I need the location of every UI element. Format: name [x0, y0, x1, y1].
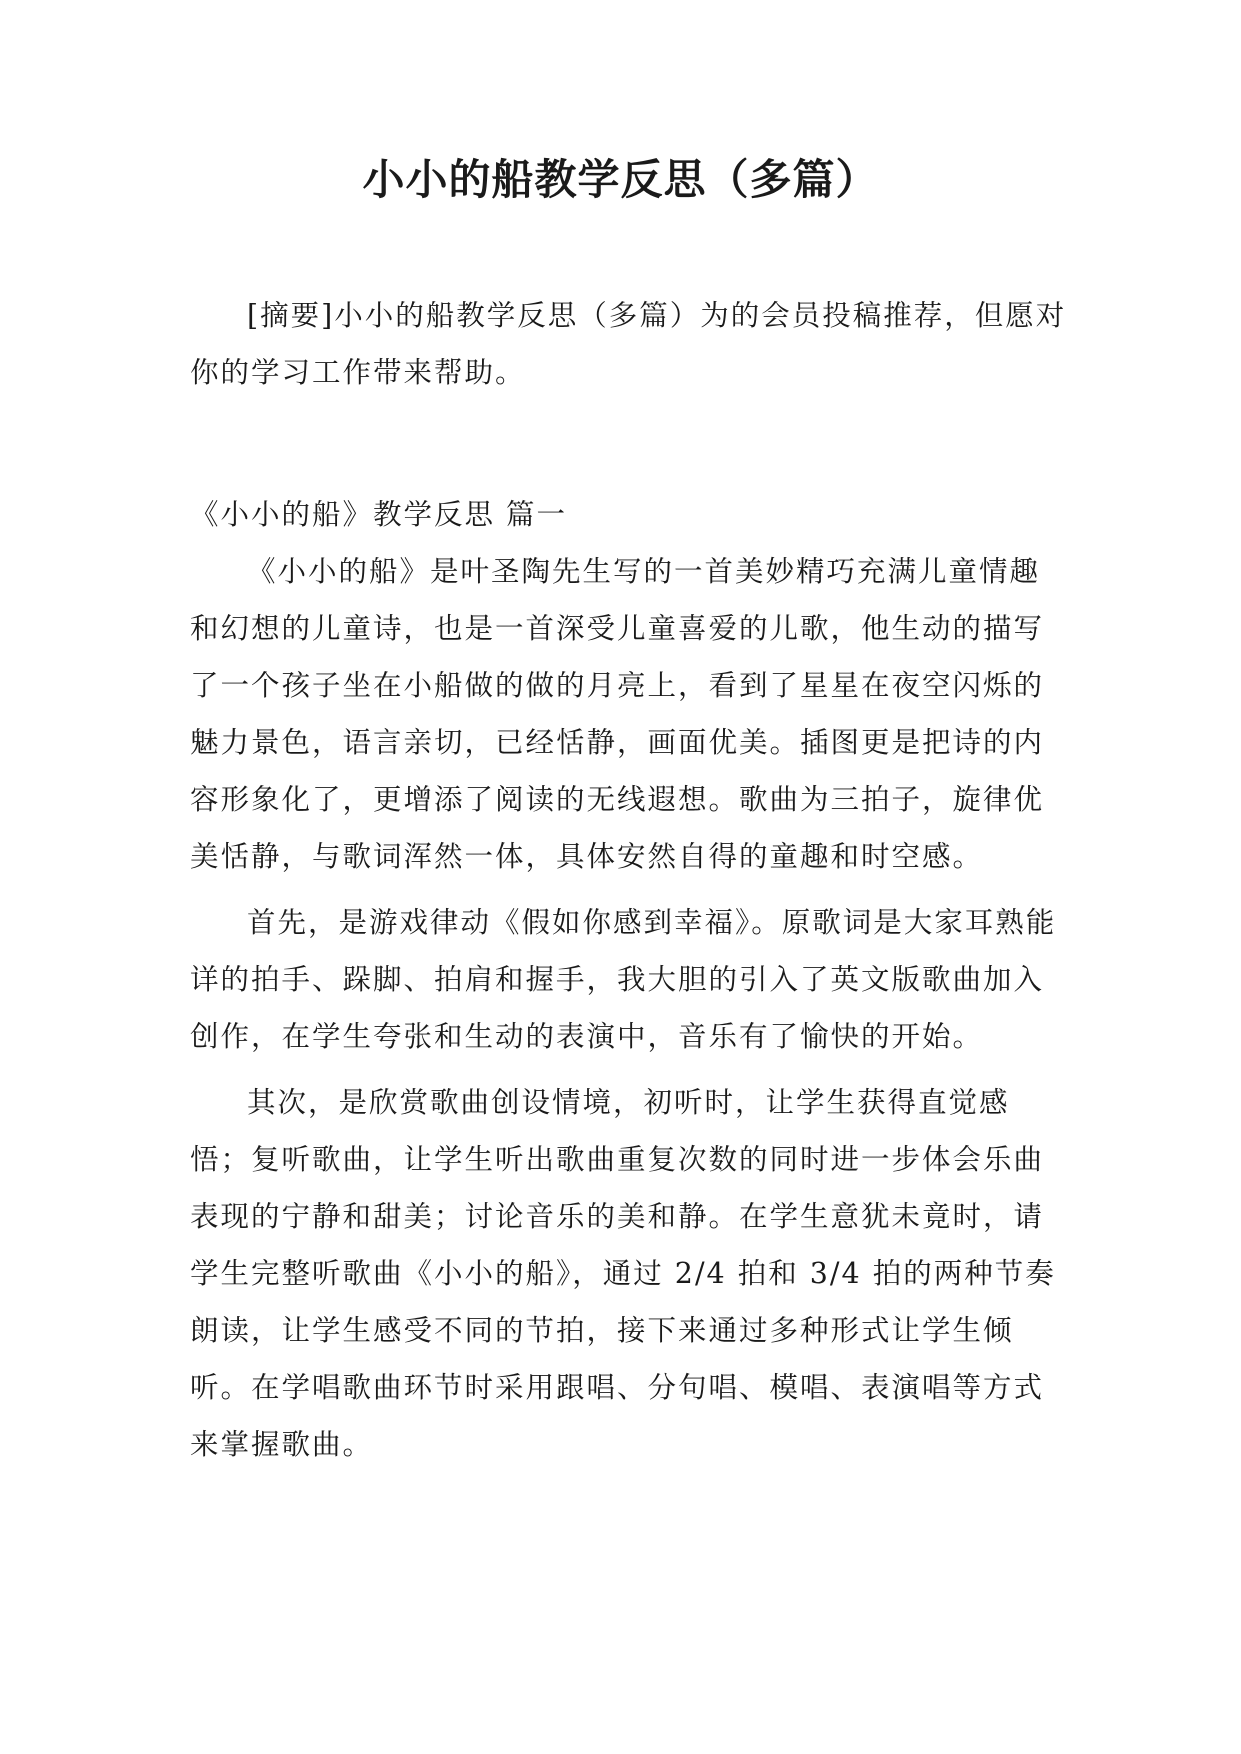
body-paragraph: 《小小的船》是叶圣陶先生写的一首美妙精巧充满儿童情趣和幻想的儿童诗，也是一首深受儿童喜爱的儿歌，他生动的描写了一个孩子坐在小船做的做的月亮上，看到了星星在夜空闪烁的魅力景色，语言亲切，已经恬静，画面优美。插图更是把诗的内容形象化了，更增添了阅读的无线遐想。歌曲为三拍子，旋律优美恬静，与歌词浑然一体，具体安然自得的童趣和时空感。: [190, 555, 1045, 873]
document-body: [190, 287, 1070, 1473]
abstract-paragraph: [摘要]小小的船教学反思（多篇）为的会员投稿推荐，但愿对你的学习工作带来帮助。: [190, 299, 1067, 389]
body-paragraph: 首先，是游戏律动《假如你感到幸福》。原歌词是大家耳熟能详的拍手、跺脚、拍肩和握手，我大胆的引入了英文版歌曲加入创作，在学生夸张和生动的表演中，音乐有了愉快的开始。: [190, 906, 1057, 1053]
body-paragraph: 其次，是欣赏歌曲创设情境，初听时，让学生获得直觉感悟；复听歌曲，让学生听出歌曲重复次数的同时进一步体会乐曲表现的宁静和甜美；讨论音乐的美和静。在学生意犹未竟时，请学生完整听歌曲《小小的船》，通过 2/4 拍和 3/4 拍的两种节奏朗读，让学生感受不同的节拍，接下来通过多种形式让学生倾听。在学唱歌曲环节时采用跟唱、分句唱、模唱、表演唱等方式来掌握歌曲。: [190, 1086, 1056, 1461]
section-heading: 《小小的船》教学反思 篇一: [190, 498, 568, 531]
document-title: 小小的船教学反思（多篇）: [362, 155, 879, 204]
